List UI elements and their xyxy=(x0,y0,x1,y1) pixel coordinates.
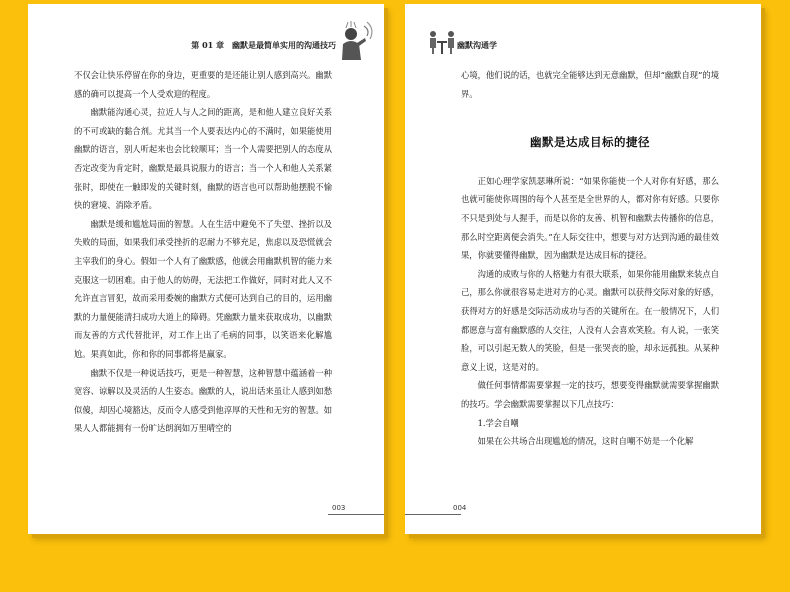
left-footer-rule xyxy=(328,514,384,515)
right-paragraph-2: 沟通的成败与你的人格魅力有很大联系，如果你能用幽默来装点自己，那么你就很容易走进对方的心灵。幽默可以获得交际对象的好感，获得对方的好感是交际活动成功与否的关键所在。在一般情况下，人们都愿意与富有幽默感的人交往，人没有人会喜欢笑脸。有人说，一张笑脸，可以引起无数人的笑脸，但是一张哭丧的脸，却永远孤独。从某种意义上说，这是对的。 xyxy=(461,268,719,372)
left-running-head: 第 01 章 幽默是最简单实用的沟通技巧 xyxy=(191,40,336,50)
right-page-number: 004 xyxy=(453,504,467,512)
left-paragraph-3: 幽默是缓和尴尬局面的智慧。人在生活中避免不了失望、挫折以及失败的局面，如果我们承受挫折的忍耐力不够充足，焦虑以及恐慌就会主宰我们的身心。假如一个人有了幽默感，他就会用幽默机智的能力来克服这一切困难。由于他人的妨碍，无法把工作做好，同时对此人又不允许直言冒犯，故而采用委婉的幽默方式便可达到自己的目的，运用幽默的力量便能清扫成功大道上的障碍。凭幽默力量来获取成功，以幽默而友善的方式代替批评，对工作上出了毛病的同事，以笑语来化解尴尬。果真如此，你和你的同事都将是赢家。 xyxy=(74,218,332,359)
left-paragraph-2: 幽默能沟通心灵，拉近人与人之间的距离，是和他人建立良好关系的不可或缺的黏合剂。尤其当一个人要表达内心的不满时，如果能使用幽默的语言，别人听起来也会比较顺耳；当一个人需要把别人的态度从否定改变为肯定时，幽默是最具说服力的语言；当一个人和他人关系紧张时，即使在一触即发的关键时刻，幽默的语言也可以帮助他摆脱不愉快的窘境、消除矛盾。 xyxy=(74,107,332,211)
left-paragraph-4: 幽默不仅是一种说话技巧，更是一种智慧，这种智慧中蕴涵着一种宽容、谅解以及灵活的人生姿态。幽默的人，说出话来虽让人感到如愁似傻，却因心境豁达，反而令人感受到他淳厚的天性和无穷的智慧。如果人人都能拥有一份旷达朗润如万里晴空的 xyxy=(74,367,332,434)
right-paragraph-3: 做任何事情都需要掌握一定的技巧，想要变得幽默就需要掌握幽默的技巧。学会幽默需要掌握以下几点技巧： xyxy=(461,380,719,409)
right-running-head: 幽默沟通学 xyxy=(457,40,497,50)
left-body-text xyxy=(74,66,332,438)
two-people-at-table-icon xyxy=(427,26,457,56)
section-title: 幽默是达成目标的捷径 xyxy=(530,135,650,150)
right-body-text xyxy=(461,66,719,451)
left-paragraph-1: 不仅会让快乐停留在你的身边，更重要的是还能让别人感到高兴。幽默感的确可以提高一个人受欢迎的程度。 xyxy=(74,70,332,99)
right-paragraph-1: 正如心理学家凯瑟琳所说：“如果你能使一个人对你有好感，那么也就可能使你周围的每个人甚至是全世界的人，都对你有好感。只要你不只是到处与人握手，而是以你的友善、机智和幽默去传播你的信息，那么时空距离便会消失。”在人际交往中，想要与对方达到沟通的最佳效果，你就要懂得幽默，因为幽默是达成目标的捷径。 xyxy=(461,175,719,261)
right-page xyxy=(405,4,761,534)
sub-heading: 1.学会自嘲 xyxy=(477,417,519,428)
right-last-paragraph: 如果在公共场合出现尴尬的情况，这时自嘲不妨是一个化解 xyxy=(477,436,694,447)
right-footer-rule xyxy=(405,514,461,515)
left-page xyxy=(28,4,384,534)
right-opening-paragraph: 心境，他们说的话，也就完全能够达到无意幽默，但却“幽默自现”的境界。 xyxy=(461,70,719,99)
speaking-person-icon xyxy=(334,18,374,60)
left-page-number: 003 xyxy=(332,504,346,512)
